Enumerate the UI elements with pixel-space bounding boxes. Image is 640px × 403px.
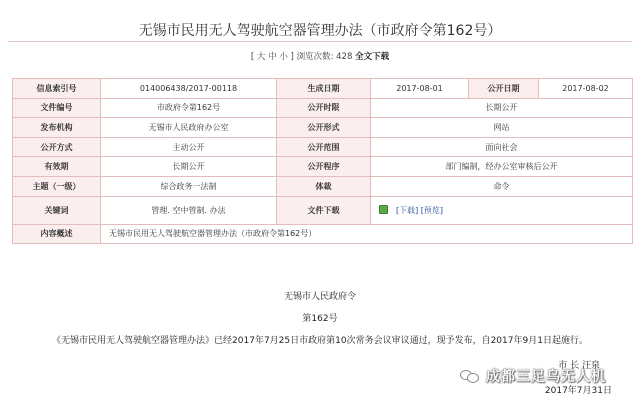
- created-date-value: 2017-08-01: [371, 79, 469, 99]
- file-preview-link[interactable]: [预览]: [420, 205, 444, 215]
- keywords-value: 管理. 空中管制. 办法: [101, 196, 277, 224]
- table-row: [13, 79, 633, 99]
- procedure-label: 公开程序: [277, 157, 371, 177]
- summary-label: 内容概述: [13, 224, 101, 244]
- file-download-icon[interactable]: [379, 205, 388, 214]
- watermark-text: 成都三足乌无人机: [486, 369, 606, 385]
- page-title: 无锡市民用无人驾驶航空器管理办法（市政府令第162号）: [138, 23, 502, 39]
- table-row: [13, 118, 633, 138]
- doc-no-value: 市政府令第162号: [101, 98, 277, 118]
- table-row: [13, 224, 633, 244]
- doc-no-label: 文件编号: [13, 98, 101, 118]
- created-date-label: 生成日期: [277, 79, 371, 99]
- form-value: 网站: [371, 118, 633, 138]
- period-label: 公开时限: [277, 98, 371, 118]
- title-divider: [8, 41, 632, 42]
- full-text-download-link[interactable]: 全文下载: [355, 52, 390, 62]
- decree-date: 2017年7月31日: [544, 386, 612, 396]
- procedure-value: 部门编制，经办公室审核后公开: [371, 157, 633, 177]
- decree-number: 第162号: [302, 314, 338, 324]
- issuer-label: 发布机构: [13, 118, 101, 138]
- file-download-cell: [371, 196, 633, 224]
- toolbar: [0, 50, 640, 62]
- watermark: [460, 366, 606, 386]
- font-size-switch[interactable]: [ 大 中 小 ]: [250, 52, 294, 62]
- genre-value: 命令: [371, 176, 633, 196]
- table-row: [13, 176, 633, 196]
- index-no-value: 014006438/2017-00118: [101, 79, 277, 99]
- mayor-signature: 市 长 汪泉: [558, 361, 600, 371]
- summary-value: 无锡市民用无人驾驶航空器管理办法（市政府令第162号）: [101, 224, 633, 244]
- genre-label: 体裁: [277, 176, 371, 196]
- file-download-label: 文件下载: [277, 196, 371, 224]
- table-row: [13, 98, 633, 118]
- decree-text: 《无锡市民用无人驾驶航空器管理办法》已经2017年7月25日市政府第10次常务会议审议通过，现予发布，自2017年9月1日起施行。: [52, 336, 588, 346]
- table-row: [13, 137, 633, 157]
- validity-label: 有效期: [13, 157, 101, 177]
- mode-value: 主动公开: [101, 137, 277, 157]
- form-label: 公开形式: [277, 118, 371, 138]
- published-date-label: 公开日期: [469, 79, 539, 99]
- topic-label: 主题（一级）: [13, 176, 101, 196]
- issuer-value: 无锡市人民政府办公室: [101, 118, 277, 138]
- scope-value: 面向社会: [371, 137, 633, 157]
- validity-value: 长期公开: [101, 157, 277, 177]
- decree-heading: 无锡市人民政府令: [283, 292, 356, 302]
- index-no-label: 信息索引号: [13, 79, 101, 99]
- period-value: 长期公开: [371, 98, 633, 118]
- file-download-link[interactable]: [下载]: [396, 205, 419, 215]
- scope-label: 公开范围: [277, 137, 371, 157]
- topic-value: 综合政务一法制: [101, 176, 277, 196]
- keywords-label: 关键词: [13, 196, 101, 224]
- wechat-icon: [460, 368, 480, 384]
- published-date-value: 2017-08-02: [539, 79, 633, 99]
- table-row: [13, 157, 633, 177]
- views-count: 428: [336, 52, 353, 62]
- table-row: [13, 196, 633, 224]
- metadata-table: [12, 78, 633, 244]
- views-label: 浏览次数:: [296, 52, 334, 62]
- mode-label: 公开方式: [13, 137, 101, 157]
